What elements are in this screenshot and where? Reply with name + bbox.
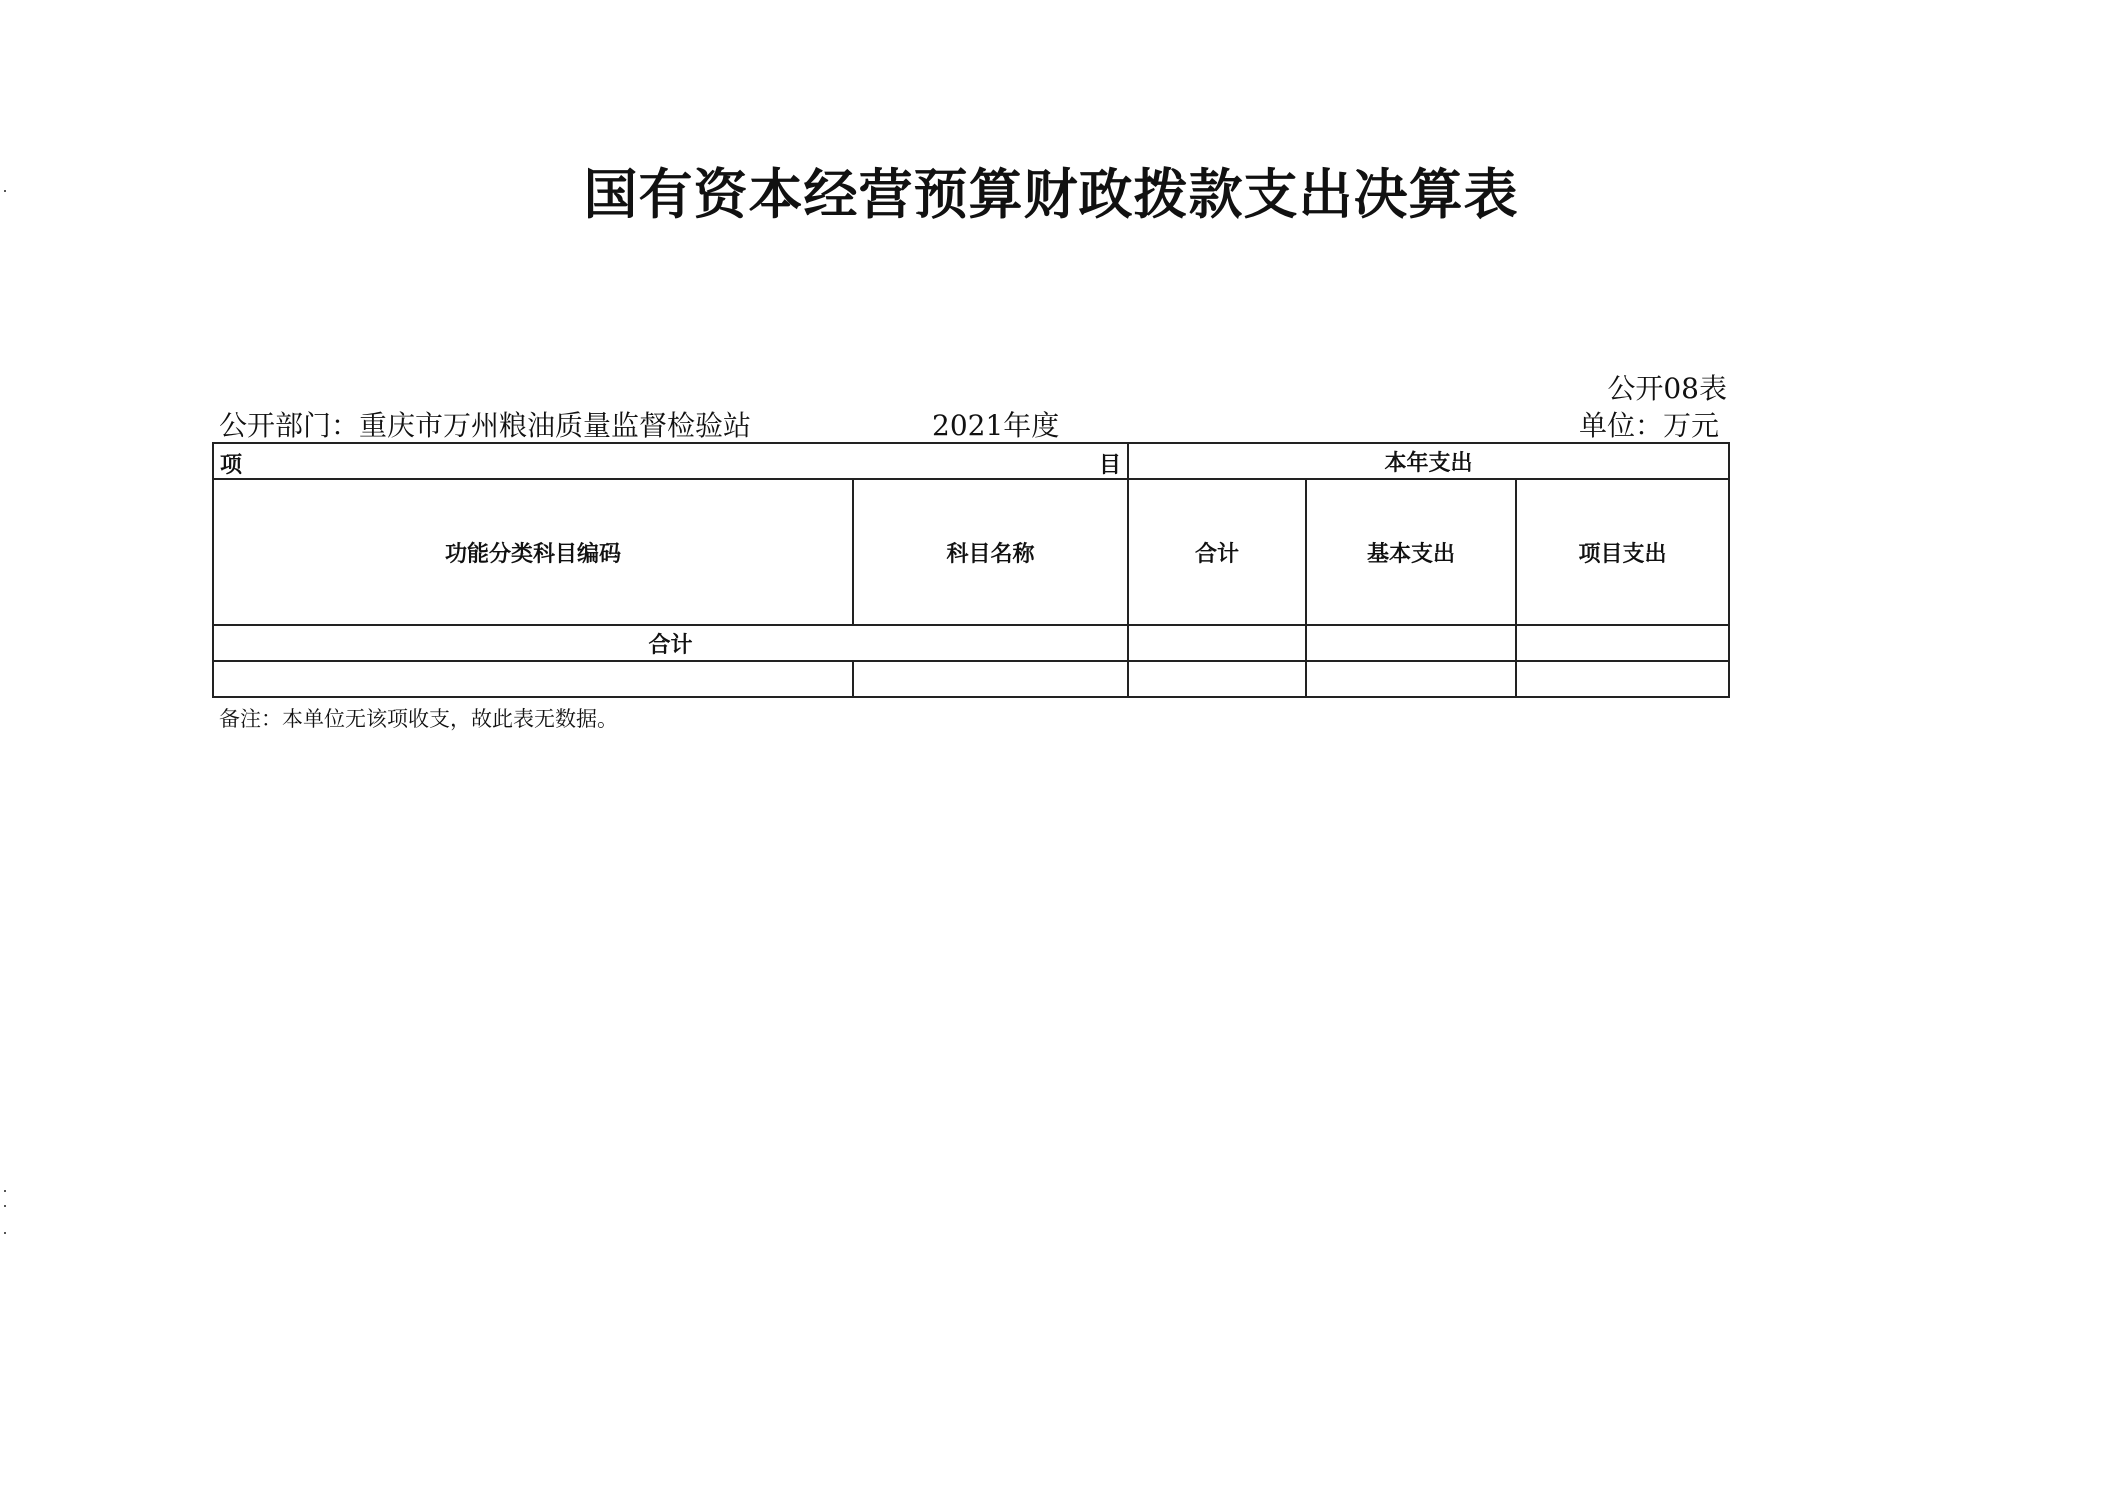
page-title: 国有资本经营预算财政拨款支出决算表 (583, 163, 1519, 226)
unit-label: 单位：万元 (1578, 409, 1719, 442)
column-header-name: 科目名称 (853, 479, 1128, 625)
meta-row (219, 408, 1727, 444)
column-header-total: 合计 (1128, 479, 1306, 625)
expenditure-table (212, 442, 1730, 698)
scan-mark (4, 190, 6, 192)
scan-mark (4, 1205, 6, 1207)
form-number: 公开08表 (1607, 372, 1727, 405)
table-cell-code (213, 661, 853, 697)
total-row-basic (1306, 625, 1516, 661)
total-row-project (1516, 625, 1729, 661)
column-header-project: 项目支出 (1516, 479, 1729, 625)
table-row (213, 661, 1729, 697)
scan-mark (4, 1190, 6, 1192)
table-group-header-row (213, 443, 1729, 479)
table-cell-basic (1306, 661, 1516, 697)
column-header-basic: 基本支出 (1306, 479, 1516, 625)
item-header-right: 目 (1098, 453, 1121, 478)
department-label: 公开部门：重庆市万州粮油质量监督检验站 (219, 409, 752, 442)
table-cell-name (853, 661, 1128, 697)
year-label: 2021年度 (932, 409, 1060, 442)
table-column-header-row (213, 479, 1729, 625)
footnote: 备注：本单位无该项收支，故此表无数据。 (219, 707, 618, 731)
item-group-header (213, 443, 1128, 479)
total-row-label: 合计 (213, 625, 1128, 661)
table-cell-total (1128, 661, 1306, 697)
scan-mark (4, 1232, 6, 1234)
item-header-left: 项 (220, 453, 243, 478)
total-row-total (1128, 625, 1306, 661)
column-header-code: 功能分类科目编码 (213, 479, 853, 625)
table-cell-project (1516, 661, 1729, 697)
table-total-row (213, 625, 1729, 661)
expense-group-header: 本年支出 (1128, 443, 1729, 479)
